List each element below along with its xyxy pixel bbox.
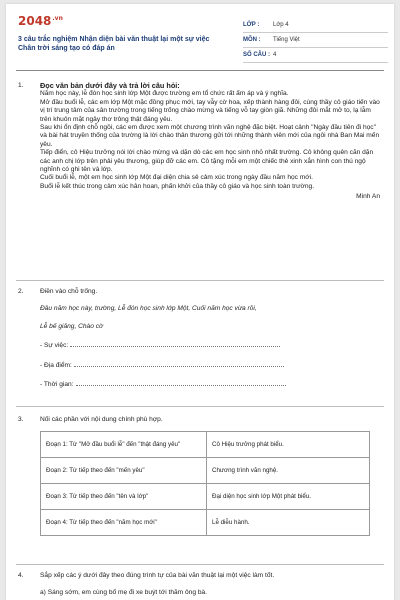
meta-key: SỐ CÂU :	[243, 52, 270, 58]
question-3	[18, 416, 380, 536]
blank-label: - Sự việc:	[40, 342, 69, 350]
site-logo[interactable]	[18, 14, 63, 28]
passage-paragraph: Cuối buổi lễ, một em học sinh lớp Một đại diện chia sẻ cảm xúc trong ngày đầu năm học mới.	[40, 174, 313, 182]
question-separator	[16, 280, 384, 281]
question-number: 1.	[18, 82, 24, 89]
passage-paragraph: Mở đầu buổi lễ, các em lớp Một mặc đồng phục mới, tay vẫy cờ hoa, xếp thành hàng đôi, cùng thầy cô giáo tiến vào vị trí trung tâm của sân trường trong tiếng trống chào mừng và tiếng vỗ tay giòn giã. Những đôi mắt mở to, lạ lẫm trên khuôn mặt ngây thơ trông thật đáng yêu.	[40, 98, 380, 123]
worksheet-header	[18, 14, 384, 62]
table-row	[41, 458, 370, 484]
meta-row-class	[243, 18, 388, 33]
logo-text: 2048	[18, 14, 52, 28]
question-prompt: Sắp xếp các ý dưới đây theo đúng trình tự của bài văn thuật lại một việc làm tốt.	[40, 572, 275, 579]
word-bank-line: Lễ bế giảng, Chào cờ	[40, 322, 104, 330]
question-separator	[16, 564, 384, 565]
match-left-cell[interactable]: Đoạn 3: Từ tiếp theo đến "tên và lớp"	[41, 484, 207, 510]
document-title	[18, 35, 238, 53]
reading-passage	[40, 90, 380, 191]
question-number: 2.	[18, 288, 24, 295]
table-row	[41, 510, 370, 536]
fill-blank[interactable]	[70, 340, 280, 347]
meta-row-count	[243, 48, 388, 63]
question-2	[18, 288, 380, 389]
table-row	[41, 484, 370, 510]
passage-paragraph: Sau khi ổn định chỗ ngồi, các em được xem một chương trình văn nghệ đặc biệt. Hoạt cảnh "Ngày đầu tiên đi học" và bài hát truyền thống của trường là lời chào thân thương gửi tới những thành viên mới của ngôi nhà Ban Mai mến yêu.	[40, 124, 380, 148]
question-separator	[16, 406, 384, 407]
match-right-cell[interactable]: Cô Hiệu trưởng phát biểu.	[207, 432, 370, 458]
match-right-cell[interactable]: Đại diện học sinh lớp Một phát biểu.	[207, 484, 370, 510]
table-row	[41, 432, 370, 458]
fill-blank[interactable]	[76, 379, 286, 386]
blank-event	[40, 340, 380, 350]
meta-key: MÔN :	[243, 37, 261, 43]
question-number: 4.	[18, 572, 24, 579]
meta-value: Tiếng Việt	[273, 37, 300, 43]
option-a[interactable]: a) Sáng sớm, em cùng bố mẹ đi xe buýt tới thăm ông bà.	[40, 589, 207, 597]
question-prompt: Nối các phần với nội dung chính phù hợp.	[40, 416, 163, 423]
passage-paragraph: Năm học này, lễ đón học sinh lớp Một được trường em tổ chức rất ấm áp và ý nghĩa.	[40, 90, 289, 98]
blank-place	[40, 360, 380, 370]
logo-suffix: .vn	[52, 15, 63, 22]
header-divider	[16, 70, 384, 71]
question-4	[18, 572, 380, 598]
matching-table	[40, 431, 370, 536]
blank-time	[40, 379, 380, 389]
question-number: 3.	[18, 416, 24, 423]
meta-info	[243, 18, 388, 63]
match-right-cell[interactable]: Chương trình văn nghệ.	[207, 458, 370, 484]
question-1	[18, 82, 380, 202]
blank-label: - Địa điểm:	[40, 361, 72, 369]
meta-value: Lớp 4	[273, 22, 289, 28]
match-left-cell[interactable]: Đoạn 1: Từ "Mở đầu buổi lễ" đến "thật đáng yêu"	[41, 432, 207, 458]
question-prompt: Điền vào chỗ trống.	[40, 288, 98, 295]
question-prompt: Đọc văn bản dưới đây và trả lời câu hỏi:	[40, 81, 180, 90]
title-line-1: 3 câu trắc nghiệm Nhận diện bài văn thuật lại một sự việc	[18, 36, 210, 43]
meta-key: LỚP :	[243, 22, 260, 28]
worksheet-page	[6, 4, 394, 600]
match-left-cell[interactable]: Đoạn 2: Từ tiếp theo đến "mến yêu"	[41, 458, 207, 484]
passage-paragraph: Buổi lễ kết thúc trong cảm xúc hân hoan, phấn khởi của thầy cô giáo và học sinh toàn trường.	[40, 182, 315, 190]
meta-row-subject	[243, 33, 388, 48]
word-bank-line: Đầu năm học này, trường, Lễ đón học sinh lớp Một, Cuối năm học vừa rồi,	[40, 305, 257, 313]
match-right-cell[interactable]: Lễ diễu hành.	[207, 510, 370, 536]
match-left-cell[interactable]: Đoạn 4: Từ tiếp theo đến "năm học mới"	[41, 510, 207, 536]
blank-label: - Thời gian:	[40, 381, 74, 389]
passage-paragraph: Tiếp điển, cô Hiệu trưởng nói lời chào mừng và dặn dò các em học sinh nhỏ nhất trường. Cô không quên căn dặn các anh chị lớp trên phải yêu thương, giúp đỡ các em. Cô tặng mỗi em một chiếc thẻ xinh xắn hình con thú ngộ nghĩnh có ghi tên và lớp.	[40, 149, 374, 174]
fill-blank[interactable]	[74, 360, 284, 367]
meta-value: 4	[273, 52, 277, 58]
title-line-2: Chân trời sáng tạo có đáp án	[18, 45, 115, 52]
passage-author: Minh An	[356, 193, 380, 201]
